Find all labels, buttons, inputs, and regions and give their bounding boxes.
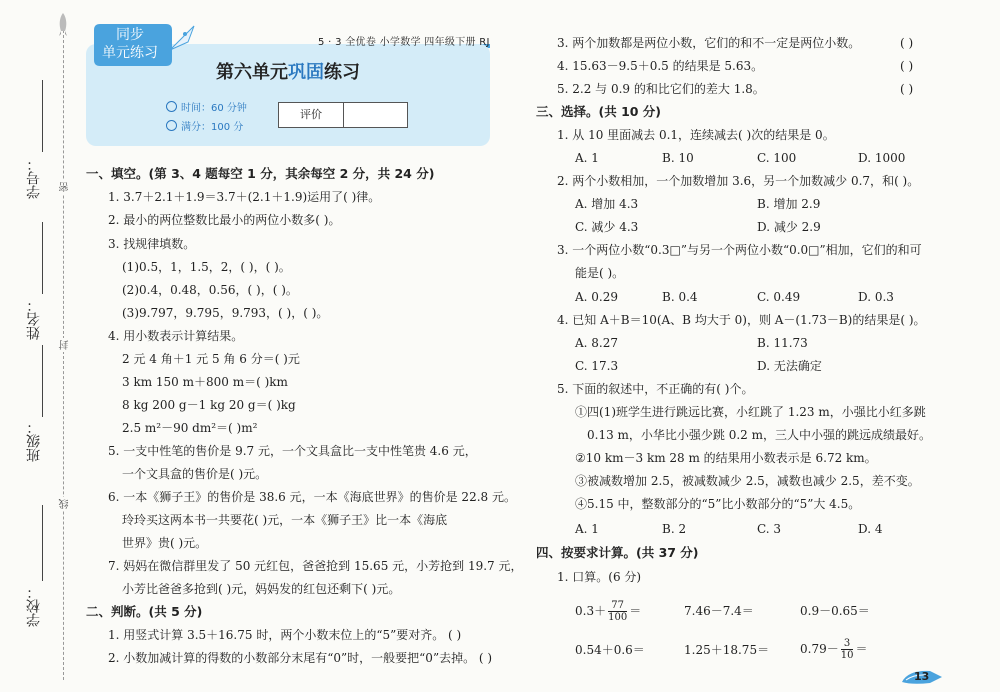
choice-q4: 4. 已知 A＋B＝10(A、B 均大于 0)，则 A－(1.73－B)的结果是( )。 (557, 313, 926, 327)
badge-text-1: 同步 (116, 27, 144, 43)
choice-q5-c[interactable]: C. 3 (757, 522, 782, 536)
choice-q3-d[interactable]: D. 0.3 (858, 290, 894, 304)
choice-q3-a[interactable]: A. 0.29 (575, 290, 619, 304)
fraction (841, 638, 854, 661)
sync-badge (90, 20, 198, 72)
clock-icon (166, 101, 177, 112)
rocket-icon (56, 12, 70, 38)
section-fill-blank: 一、填空。(第 3、4 题每空 1 分，其余每空 2 分，共 24 分) (86, 166, 435, 181)
class-line[interactable] (42, 345, 43, 417)
fill-q5-line2: 一个文具盒的售价是( )元。 (122, 467, 268, 481)
time-text: 时间：60 分钟 (181, 103, 247, 114)
fill-q5-line1: 5. 一支中性笔的售价是 9.7 元，一个文具盒比一支中性笔贵 4.6 元， (108, 444, 477, 458)
fraction-denominator: 100 (608, 612, 628, 623)
judge-q4-paren[interactable]: ( ) (900, 59, 914, 73)
choice-q1-d[interactable]: D. 1000 (858, 151, 906, 165)
title-part-1: 第六单元 (216, 62, 288, 83)
choice-q3-line2: 能是( )。 (575, 266, 625, 280)
oral-calc-b: 7.46－7.4＝ (684, 604, 754, 618)
series-info: 5 · 3 全优卷 小学数学 四年级下册 RJ (318, 37, 490, 48)
choice-q3-b[interactable]: B. 0.4 (662, 290, 698, 304)
choice-q4-c[interactable]: C. 17.3 (575, 359, 619, 373)
choice-q2-d[interactable]: D. 减少 2.9 (757, 220, 821, 234)
judge-q5-paren[interactable]: ( ) (900, 82, 914, 96)
seal-char-feng: 封 (60, 340, 71, 350)
choice-q5-stmt3: ③被减数增加 2.5，被减数减少 2.5，减数也减少 2.5，差不变。 (575, 474, 920, 488)
choice-q2-a[interactable]: A. 增加 4.3 (575, 197, 639, 211)
seal-char-mi: 密 (60, 182, 71, 192)
choice-q5-a[interactable]: A. 1 (575, 522, 599, 536)
title-highlight: 巩固 (288, 62, 324, 83)
oral-calc-e: 1.25＋18.75＝ (684, 643, 770, 657)
fraction-numerator: 3 (841, 638, 854, 650)
oral-calc-a (575, 598, 641, 624)
choice-q1: 1. 从 10 里面减去 0.1，连续减去( )次的结果是 0。 (557, 128, 835, 142)
choice-q1-c[interactable]: C. 100 (757, 151, 797, 165)
choice-q4-b[interactable]: B. 11.73 (757, 336, 808, 350)
judge-q1: 1. 用竖式计算 3.5＋16.75 时，两个小数末位上的“5”要对齐。 ( ) (108, 628, 462, 642)
choice-q5-stmt1a: ①四(1)班学生进行跳远比赛，小红跳了 1.23 m，小强比小红多跳 (575, 405, 926, 419)
title-part-2: 练习 (324, 62, 360, 83)
oral-calc-d: 0.54＋0.6＝ (575, 643, 645, 657)
fill-q1: 1. 3.7＋2.1＋1.9＝3.7＋(2.1＋1.9)运用了( )律。 (108, 190, 381, 204)
fill-q4: 4. 用小数表示计算结果。 (108, 329, 244, 343)
choice-q5-stmt1b: 0.13 m，小华比小强少跳 0.2 m，三人中小强的跳远成绩最好。 (587, 428, 932, 442)
choice-q5-d[interactable]: D. 4 (858, 522, 883, 536)
score-text: 满分：100 分 (181, 122, 244, 133)
fraction (608, 600, 627, 623)
fill-q4-2: 3 km 150 m＋800 m＝( )km (122, 375, 288, 389)
calc-a-left: 0.3＋ (575, 604, 607, 618)
name-line[interactable] (42, 222, 43, 294)
choice-q1-b[interactable]: B. 10 (662, 151, 694, 165)
judge-q4: 4. 15.63－9.5＋0.5 的结果是 5.63。 (557, 59, 764, 73)
fill-q6-line3: 世界》贵( )元。 (122, 536, 208, 550)
fill-q3-3: (3)9.797，9.795，9.793，( )，( )。 (122, 306, 329, 320)
evaluation-box (278, 102, 408, 128)
page-number: 13 (914, 670, 930, 683)
student-id-line[interactable] (42, 80, 43, 152)
fill-q4-3: 8 kg 200 g－1 kg 20 g＝( )kg (122, 398, 296, 412)
oral-calc-title: 1. 口算。(6 分) (557, 570, 642, 584)
fill-q7-line1: 7. 妈妈在微信群里发了 50 元红包，爸爸抢到 15.65 元，小芳抢到 19.7 元， (108, 559, 523, 573)
evaluation-field[interactable] (344, 103, 407, 127)
fill-q7-line2: 小芳比爸爸多抢到( )元，妈妈发的红包还剩下( )元。 (122, 582, 401, 596)
choice-q5-b[interactable]: B. 2 (662, 522, 687, 536)
choice-q2-b[interactable]: B. 增加 2.9 (757, 197, 821, 211)
section-judge: 二、判断。(共 5 分) (86, 604, 203, 619)
choice-q3-c[interactable]: C. 0.49 (757, 290, 801, 304)
fill-q4-1: 2 元 4 角＋1 元 5 角 6 分＝( )元 (122, 352, 300, 366)
judge-q5: 5. 2.2 与 0.9 的和比它们的差大 1.8。 (557, 82, 765, 96)
fill-q2: 2. 最小的两位整数比最小的两位小数多( )。 (108, 213, 341, 227)
fill-q6-line1: 6. 一本《狮子王》的售价是 38.6 元，一本《海底世界》的售价是 22.8 元。 (108, 490, 516, 504)
choice-q4-a[interactable]: A. 8.27 (575, 336, 619, 350)
judge-q3-paren[interactable]: ( ) (900, 36, 914, 50)
fill-q3-1: (1)0.5，1，1.5，2，( )，( )。 (122, 260, 291, 274)
page-title (188, 58, 388, 84)
section-calculate: 四、按要求计算。(共 37 分) (536, 545, 699, 560)
name-label: 姓名： (26, 298, 42, 340)
fill-q6-line2: 玲玲买这两本书一共要花( )元，一本《狮子王》比一本《海底 (122, 513, 448, 527)
choice-q5: 5. 下面的叙述中，不正确的有( )个。 (557, 382, 754, 396)
student-id-label: 学号： (26, 157, 42, 199)
choice-q2-c[interactable]: C. 减少 4.3 (575, 220, 639, 234)
judge-q2: 2. 小数加减计算的得数的小数部分末尾有“0”时，一般要把“0”去掉。 ( ) (108, 651, 493, 665)
fill-q3-2: (2)0.4，0.48，0.56，( )，( )。 (122, 283, 298, 297)
badge-text-2: 单元练习 (102, 45, 158, 61)
page-number-badge (900, 668, 944, 686)
seal-char-xian: 线 (60, 499, 71, 509)
calc-a-eq: ＝ (629, 604, 642, 618)
choice-q2: 2. 两个小数相加，一个加数增加 3.6，另一个加数减少 0.7，和( )。 (557, 174, 920, 188)
fill-q4-4: 2.5 m²－90 dm²＝( )m² (122, 421, 258, 435)
school-line[interactable] (42, 505, 43, 581)
choice-q4-d[interactable]: D. 无法确定 (757, 359, 822, 373)
time-info (166, 99, 247, 114)
judge-q3: 3. 两个加数都是两位小数，它们的和不一定是两位小数。 (557, 36, 861, 50)
fill-q3: 3. 找规律填数。 (108, 237, 196, 251)
choice-q3-line1: 3. 一个两位小数“0.3□”与另一个两位小数“0.0□”相加，它们的和可 (557, 243, 922, 257)
calc-f-left: 0.79－ (800, 642, 839, 656)
oral-calc-c: 0.9－0.65＝ (800, 604, 870, 618)
class-label: 班级： (26, 420, 42, 462)
oral-calc-f (800, 636, 867, 662)
calc-f-eq: ＝ (855, 642, 868, 656)
fraction-denominator: 10 (840, 650, 854, 661)
choice-q5-stmt2: ②10 km－3 km 28 m 的结果用小数表示是 6.72 km。 (575, 451, 877, 465)
fraction-numerator: 77 (608, 600, 627, 612)
choice-q5-stmt4: ④5.15 中，整数部分的“5”比小数部分的“5”大 4.5。 (575, 497, 861, 511)
score-info (166, 118, 243, 133)
evaluation-label: 评价 (279, 103, 344, 127)
choice-q1-a[interactable]: A. 1 (575, 151, 599, 165)
school-label: 学校： (26, 585, 42, 627)
check-circle-icon (166, 120, 177, 131)
section-choice: 三、选择。(共 10 分) (536, 104, 662, 119)
